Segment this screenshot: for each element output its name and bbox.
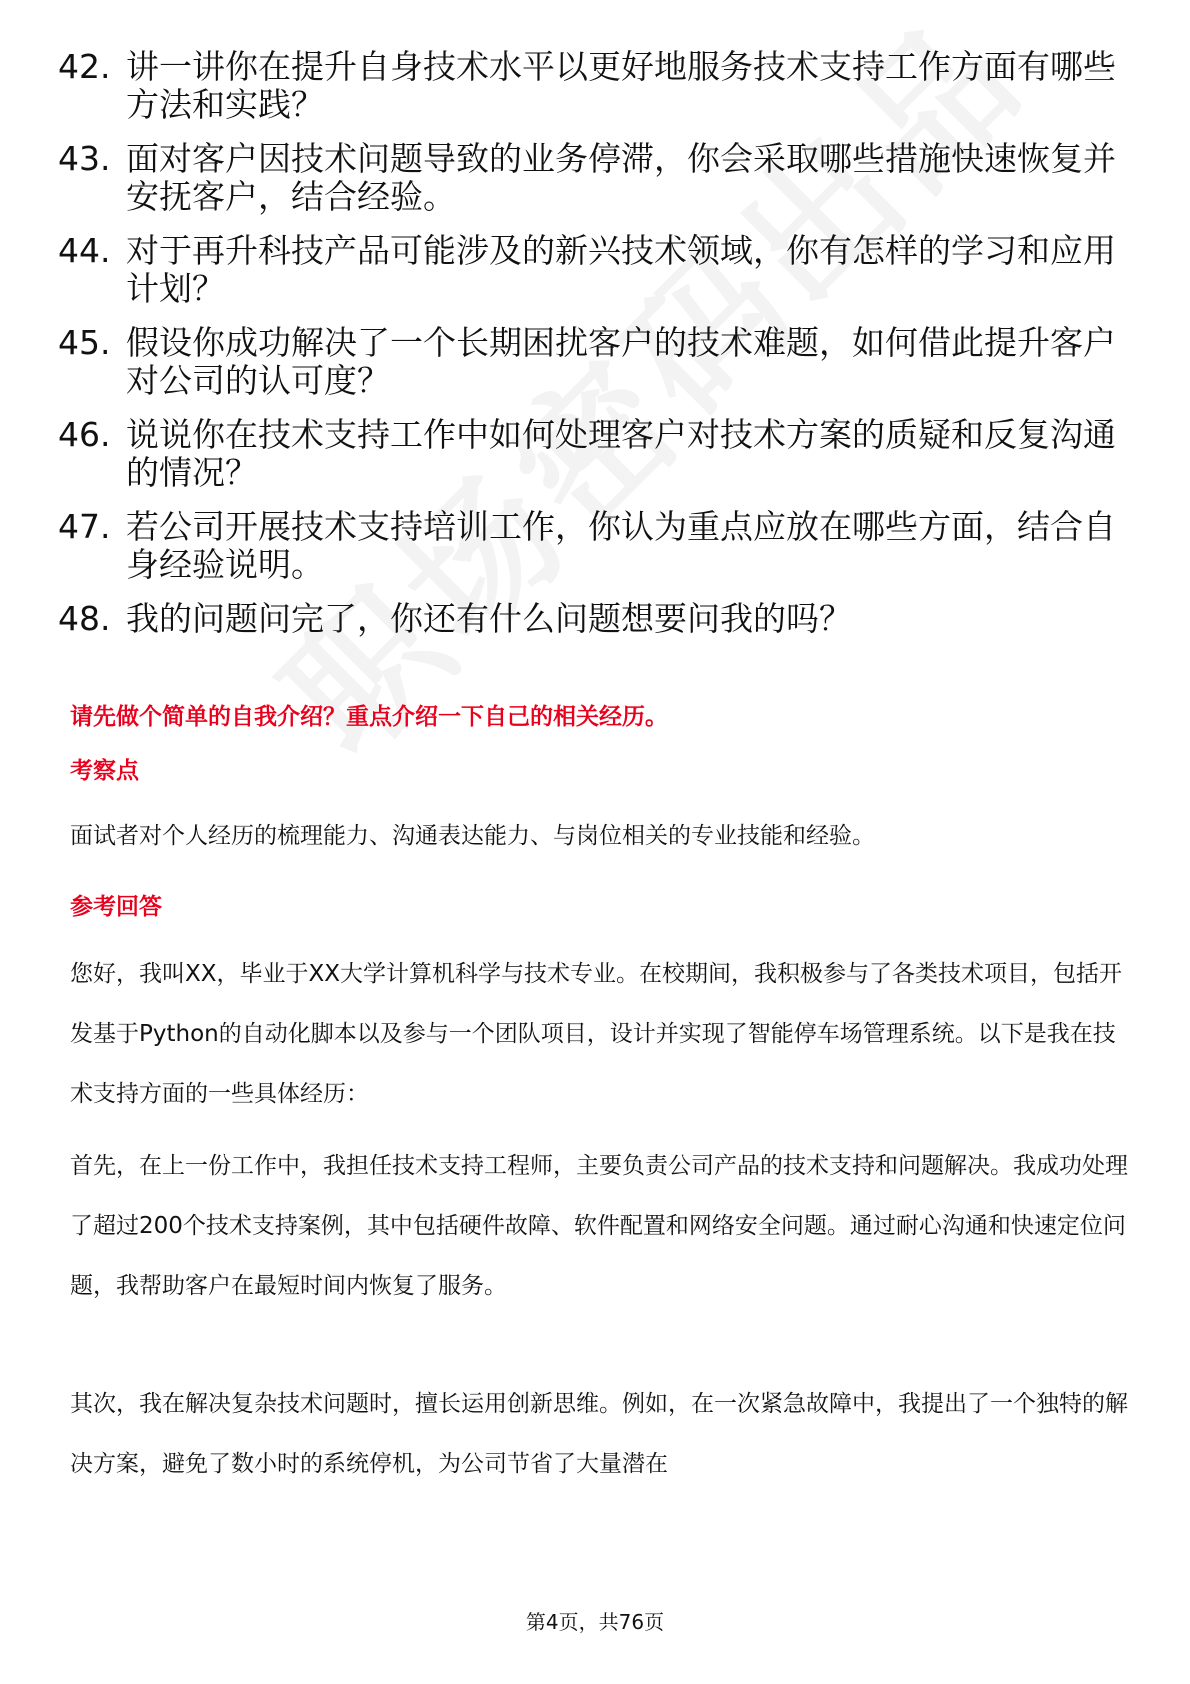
focus-label: 考察点 <box>70 758 139 784</box>
question-item <box>58 416 1138 492</box>
question-number: 46. <box>58 415 111 454</box>
question-number: 47. <box>58 507 111 546</box>
question-text: 假设你成功解决了一个长期困扰客户的技术难题，如何借此提升客户对公司的认可度？ <box>126 323 1116 400</box>
question-number: 44. <box>58 231 111 270</box>
question-item <box>58 324 1138 400</box>
answer-paragraph: 首先，在上一份工作中，我担任技术支持工程师，主要负责公司产品的技术支持和问题解决。我成功处理了超过200个技术支持案例，其中包括硬件故障、软件配置和网络安全问题。通过耐心沟通和快速定位问题，我帮助客户在最短时间内恢复了服务。 <box>70 1153 1128 1299</box>
question-item <box>58 140 1138 216</box>
answer-paragraph: 您好，我叫XX，毕业于XX大学计算机科学与技术专业。在校期间，我积极参与了各类技术项目，包括开发基于Python的自动化脚本以及参与一个团队项目，设计并实现了智能停车场管理系统。以下是我在技术支持方面的一些具体经历： <box>70 961 1123 1107</box>
question-list <box>58 48 1138 654</box>
highlight-question: 请先做个简单的自我介绍？重点介绍一下自己的相关经历。 <box>70 704 668 730</box>
question-text: 说说你在技术支持工作中如何处理客户对技术方案的质疑和反复沟通的情况？ <box>126 415 1116 492</box>
question-number: 42. <box>58 47 111 86</box>
answer-paragraph: 其次，我在解决复杂技术问题时，擅长运用创新思维。例如，在一次紧急故障中，我提出了一个独特的解决方案，避免了数小时的系统停机，为公司节省了大量潜在 <box>70 1391 1128 1477</box>
question-item <box>58 232 1138 308</box>
page-footer: 第4页，共76页 <box>525 1610 665 1634</box>
question-item <box>58 600 1138 638</box>
answer-label: 参考回答 <box>70 894 162 920</box>
focus-text: 面试者对个人经历的梳理能力、沟通表达能力、与岗位相关的专业技能和经验。 <box>70 823 875 849</box>
question-text: 讲一讲你在提升自身技术水平以更好地服务技术支持工作方面有哪些方法和实践？ <box>126 47 1116 124</box>
question-number: 48. <box>58 599 111 638</box>
question-text: 若公司开展技术支持培训工作，你认为重点应放在哪些方面，结合自身经验说明。 <box>126 507 1116 584</box>
question-number: 45. <box>58 323 111 362</box>
question-number: 43. <box>58 139 111 178</box>
question-text: 面对客户因技术问题导致的业务停滞，你会采取哪些措施快速恢复并安抚客户，结合经验。 <box>126 139 1116 216</box>
question-text: 我的问题问完了，你还有什么问题想要问我的吗？ <box>126 599 852 638</box>
question-item <box>58 508 1138 584</box>
question-item <box>58 48 1138 124</box>
question-text: 对于再升科技产品可能涉及的新兴技术领域，你有怎样的学习和应用计划？ <box>126 231 1116 308</box>
